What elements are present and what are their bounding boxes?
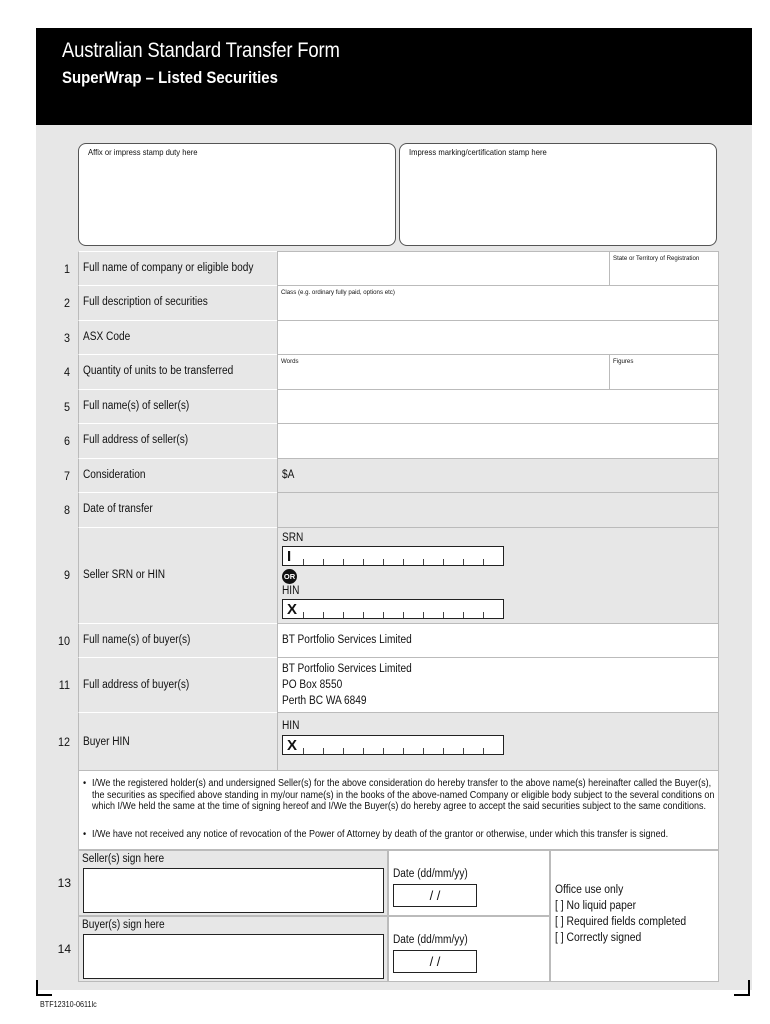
row-securities-description [36,285,752,320]
box-divider [423,612,424,618]
row-label-cell [78,458,277,492]
buyer-address-line-3: Perth BC WA 6849 [282,695,367,707]
row-label-cell [78,623,277,657]
box-divider [483,748,484,754]
seller-hin-input[interactable] [282,599,504,619]
row-buyer-hin [36,712,752,770]
row-label-cell [78,657,277,712]
box-divider [443,612,444,618]
row-number: 10 [57,634,70,648]
company-name-field[interactable] [277,251,719,285]
row-seller-address [36,423,752,458]
row-label: ASX Code [83,331,131,343]
hin-label: HIN [282,585,300,597]
box-divider [383,559,384,565]
buyer-sign-cell [57,916,388,982]
row-label-cell [78,389,277,423]
box-divider [403,559,404,565]
box-divider [343,559,344,565]
figures-hint: Figures [613,358,634,365]
srn-label: SRN [282,532,304,544]
hin-prefix: X [287,601,298,618]
row-label: Full name(s) of seller(s) [83,400,190,412]
seller-srn-hin-cell [277,527,719,623]
row-label-cell [78,712,277,770]
buyer-names-field[interactable] [277,623,719,657]
row-label: Date of transfer [83,503,153,515]
row-seller-srn-hin [36,527,752,623]
buyer-address-line-1: BT Portfolio Services Limited [282,663,412,675]
box-divider [423,748,424,754]
box-divider [323,612,324,618]
office-use-title: Office use only [555,884,624,896]
declaration-text: I/We have not received any notice of revocation of the Power of Attorney by death of the grantor or otherwise, under which this transfer is signed. [92,829,669,840]
consideration-field[interactable] [277,458,719,492]
form-code: BTF12310-0611lc [40,1000,97,1009]
buyer-date-label: Date (dd/mm/yy) [393,934,468,946]
form-header [36,28,752,125]
row-transfer-date [36,492,752,527]
stamp-duty-box[interactable] [78,143,396,246]
row-buyer-names [36,623,752,657]
buyer-hin-label: HIN [282,720,300,732]
seller-sign-cell [57,850,388,916]
row-label-cell [78,423,277,458]
row-label: Full name(s) of buyer(s) [83,634,191,646]
box-divider [463,748,464,754]
buyer-sign-label: Buyer(s) sign here [82,919,165,931]
form-subtitle: SuperWrap – Listed Securities [62,68,278,87]
row-label: Seller SRN or HIN [83,569,166,581]
row-label: Quantity of units to be transferred [83,365,234,377]
row-company-name [36,251,752,285]
row-label: Full address of buyer(s) [83,679,190,691]
row-consideration [36,458,752,492]
office-check-correctly-signed[interactable]: [ ] Correctly signed [555,932,642,944]
row-number: 4 [63,365,70,379]
box-divider [483,559,484,565]
certification-stamp-box[interactable] [399,143,717,246]
office-check-no-liquid-paper[interactable]: [ ] No liquid paper [555,900,637,912]
office-use-cell [550,850,719,982]
class-hint: Class (e.g. ordinary fully paid, options etc) [281,289,395,296]
box-divider [303,559,304,565]
buyer-name-value: BT Portfolio Services Limited [282,634,412,646]
bullet-icon: • [83,778,87,789]
crop-mark-bottom-right [734,980,750,996]
asx-code-field[interactable] [277,320,719,354]
row-seller-names [36,389,752,423]
row-quantity [36,354,752,389]
box-divider [443,748,444,754]
securities-description-field[interactable] [277,285,719,320]
row-label-cell [78,320,277,354]
certification-stamp-label: Impress marking/certification stamp here [409,147,547,157]
box-divider [403,612,404,618]
buyer-address-field[interactable] [277,657,719,712]
box-divider [363,559,364,565]
buyer-hin-input[interactable] [282,735,504,755]
row-label-cell [78,354,277,389]
form-page [36,28,752,990]
row-number: 1 [63,262,70,276]
row-asx-code [36,320,752,354]
box-divider [383,748,384,754]
signing-section [57,850,719,982]
row-number: 3 [63,331,70,345]
seller-date-label: Date (dd/mm/yy) [393,868,468,880]
box-divider [303,612,304,618]
form-title: Australian Standard Transfer Form [62,39,340,62]
buyer-date-input[interactable]: / / [393,950,477,973]
box-divider [363,612,364,618]
seller-signature-box[interactable] [83,868,384,913]
box-divider [343,748,344,754]
box-divider [323,559,324,565]
row-number: 5 [63,400,70,414]
buyer-date-cell [388,916,550,982]
buyer-hin-prefix: X [287,737,298,754]
box-divider [443,559,444,565]
words-hint: Words [281,358,299,365]
row-label-cell [78,251,277,285]
row-label: Full name of company or eligible body [83,262,254,274]
box-divider [463,559,464,565]
row-number: 6 [63,434,70,448]
declaration-text: I/We the registered holder(s) and undersigned Seller(s) for the above consideration do hereby transfer to the above name(s) hereinafter called the Buyer(s), the securities as specified above standing in my/our name(s) in the books of the above-named Company or eligible body subject to the several conditions on which I/We held the same at the time of signing hereof and I/We the Buyer(s) do hereby agree to accept the said securities subject to the same conditions. [92,778,715,812]
seller-address-field[interactable] [277,423,719,458]
row-number: 9 [63,568,70,582]
buyer-address-line-2: PO Box 8550 [282,679,343,691]
box-divider [383,612,384,618]
box-divider [403,748,404,754]
bullet-icon: • [83,829,87,840]
box-divider [323,748,324,754]
row-label: Full description of securities [83,296,208,308]
box-divider [303,748,304,754]
crop-mark-bottom-left [36,980,52,996]
stamp-duty-label: Affix or impress stamp duty here [88,147,198,157]
row-label: Consideration [83,469,146,481]
row-label-cell [78,527,277,623]
or-badge: OR [282,569,297,584]
srn-prefix: I [287,548,292,565]
state-registration-hint: State or Territory of Registration [613,255,700,262]
row-number: 11 [58,678,70,692]
row-number: 12 [57,735,70,749]
box-divider [463,612,464,618]
row-label-cell [78,285,277,320]
declaration-box [78,770,719,850]
office-check-required-fields[interactable]: [ ] Required fields completed [555,916,687,928]
box-divider [343,612,344,618]
seller-date-input[interactable]: / / [393,884,477,907]
row-number: 13 [57,876,71,890]
row-buyer-address [36,657,752,712]
row-number: 14 [57,942,71,956]
row-label: Buyer HIN [83,736,130,748]
field-divider [609,355,610,389]
field-divider [609,252,610,285]
row-number: 2 [63,296,70,310]
buyer-hin-cell [277,712,719,770]
seller-names-field[interactable] [277,389,719,423]
srn-input[interactable] [282,546,504,566]
quantity-field[interactable] [277,354,719,389]
seller-date-cell [388,850,550,916]
row-number: 7 [63,469,70,483]
consideration-value: $A [282,469,295,481]
box-divider [483,612,484,618]
box-divider [363,748,364,754]
row-number: 8 [63,503,70,517]
transfer-date-field[interactable] [277,492,719,527]
buyer-signature-box[interactable] [83,934,384,979]
row-label-cell [78,492,277,527]
box-divider [423,559,424,565]
row-label: Full address of seller(s) [83,434,189,446]
seller-sign-label: Seller(s) sign here [82,853,165,865]
